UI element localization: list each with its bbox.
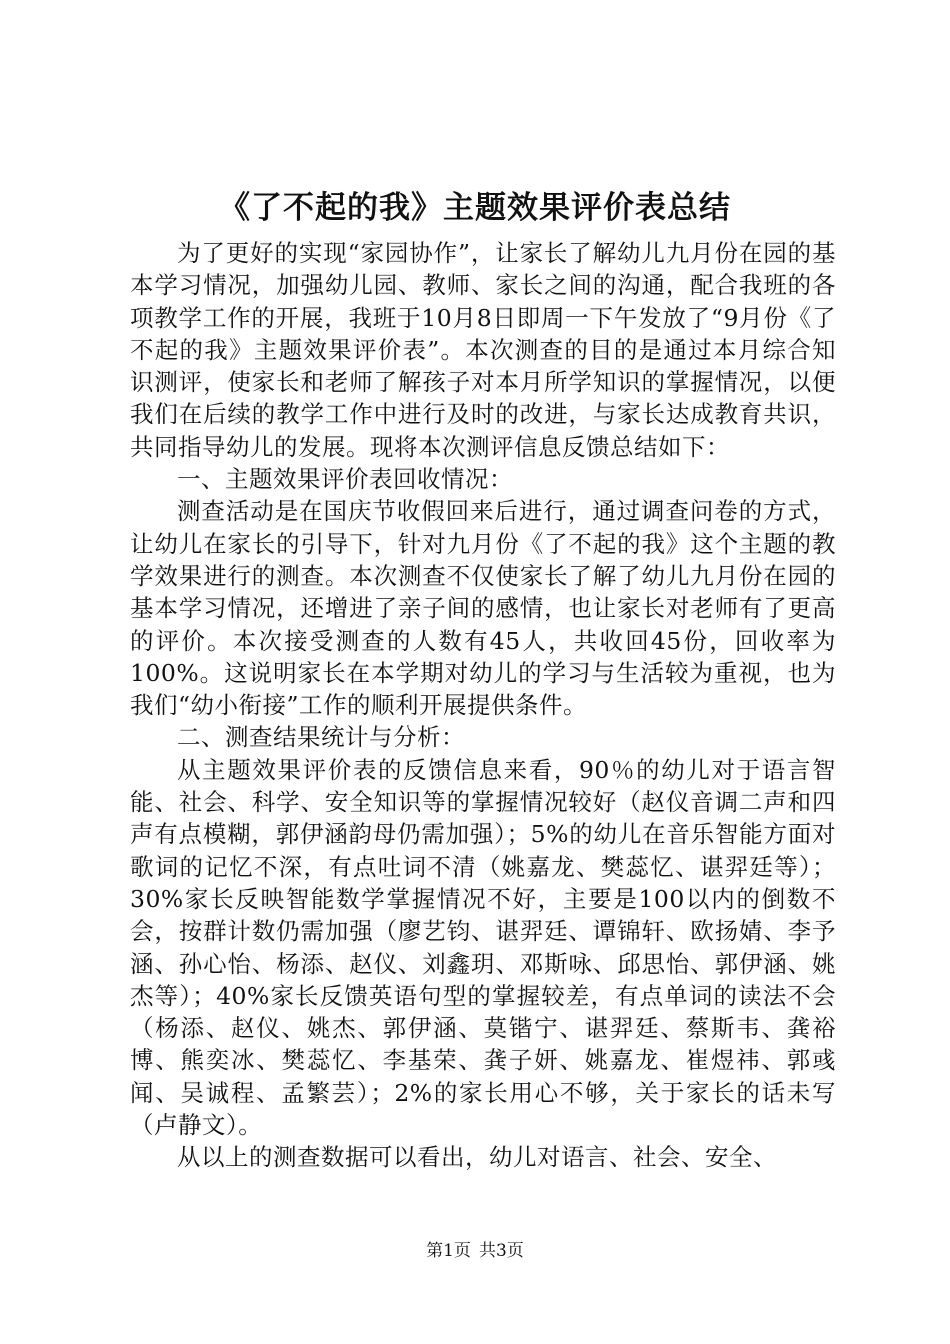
page-total: 共3页 <box>479 1241 524 1261</box>
paragraph-intro: 为了更好的实现“家园协作”，让家长了解幼儿九月份在园的基本学习情况，加强幼儿园、教师、家长之间的沟通，配合我班的各项教学工作的开展，我班于10月8日即周一下午发放了“9月份《了不起的我》主题效果评价表”。本次测查的目的是通过本月综合知识测评，使家长和老师了解孩子对本月所学知识的掌握情况，以便我们在后续的教学工作中进行及时的改进，与家长达成教育共识，共同指导幼儿的发展。现将本次测评信息反馈总结如下： <box>130 239 836 461</box>
document-title: 《了不起的我》主题效果评价表总结 <box>219 190 731 226</box>
document-body <box>130 237 836 1174</box>
paragraph-conclusion: 从以上的测查数据可以看出，幼儿对语言、社会、安全、 <box>177 1143 777 1172</box>
paragraph-analysis: 从主题效果评价表的反馈信息来看，90％的幼儿对于语言智能、社会、科学、安全知识等的掌握情况较好（赵仪音调二声和四声有点模糊，郭伊涵韵母仍需加强）；5%的幼儿在音乐智能方面对歌词的记忆不深，有点吐词不清（姚嘉龙、樊蕊忆、谌羿廷等）；30%家长反映智能数学掌握情况不好，主要是100以内的倒数不会，按群计数仍需加强（廖艺钧、谌羿廷、谭锦轩、欧扬婧、李予涵、孙心怡、杨添、赵仪、刘鑫玥、邓斯咏、邱思怡、郭伊涵、姚杰等）；40%家长反馈英语句型的掌握较差，有点单词的读法不会（杨添、赵仪、姚杰、郭伊涵、莫锴宁、谌羿廷、蔡斯韦、龚裕博、熊奕冰、樊蕊忆、李基荣、龚子妍、姚嘉龙、崔煜祎、郭彧闻、吴诚程、孟繁芸）；2%的家长用心不够，关于家长的话未写（卢静文）。 <box>130 755 836 1140</box>
section-heading-1: 一、主题效果评价表回收情况： <box>177 465 513 494</box>
page-number: 第1页 <box>426 1241 471 1261</box>
paragraph-collection: 测查活动是在国庆节收假回来后进行，通过调查问卷的方式，让幼儿在家长的引导下，针对九月份《了不起的我》这个主题的教学效果进行的测查。本次测查不仅使家长了解了幼儿九月份在园的基本学习情况，还增进了亲子间的感情，也让家长对老师有了更高的评价。本次接受测查的人数有45人，共收回45份，回收率为100%。这说明家长在本学期对幼儿的学习与生活较为重视，也为我们“幼小衔接”工作的顺利开展提供条件。 <box>130 497 836 720</box>
page-footer <box>0 1239 950 1263</box>
section-heading-2: 二、测查结果统计与分析： <box>177 723 465 752</box>
